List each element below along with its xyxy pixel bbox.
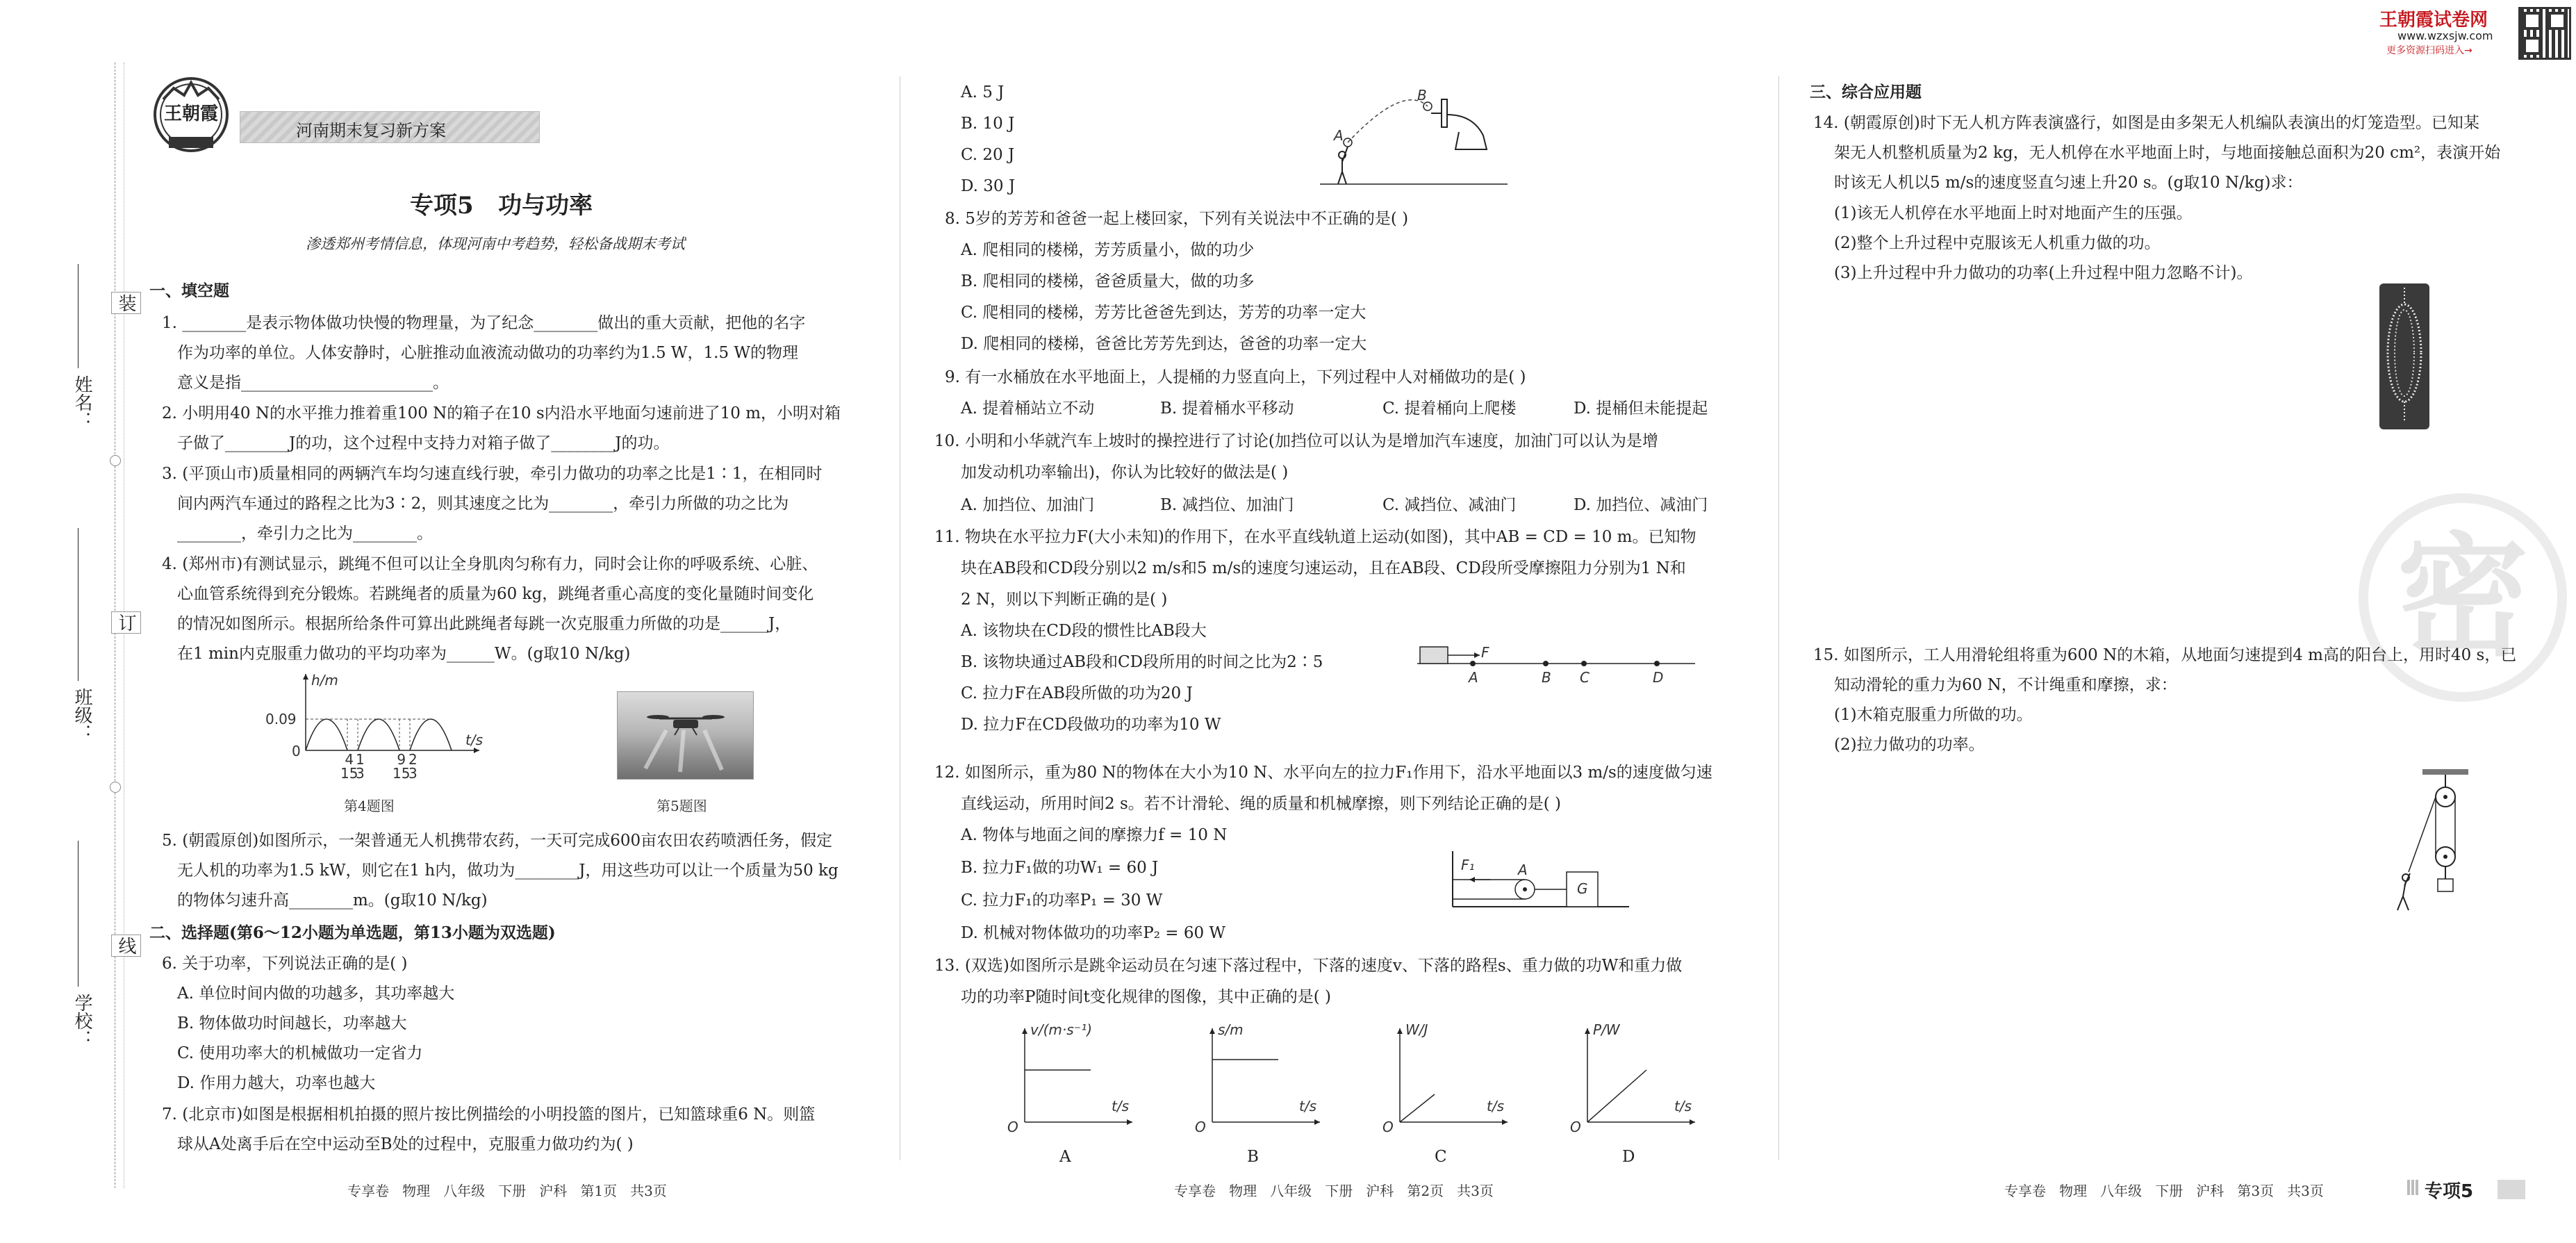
seal-watermark — [2359, 493, 2567, 702]
fig4-graph — [264, 670, 493, 792]
q11-option: D. 拉力F在CD段做功的功率为10 W — [961, 716, 1221, 734]
q4-line: 在1 min内克服重力做功的平均功率为______W。(g取10 N/kg) — [177, 645, 631, 663]
fig4-ytick: 0.09 — [265, 711, 297, 727]
q14-line: 架无人机整机质量为2 kg，无人机停在水平地面上时，与地面接触总面积为20 cm²，表演开始 — [1834, 144, 2501, 162]
q13c-label: C — [1435, 1148, 1447, 1166]
fig4-origin: 0 — [292, 743, 301, 759]
q14-line: 14. (朝霞原创)时下无人机方阵表演盛行，如图是由多架无人机编队表演出的灯笼造型。已知某 — [1813, 114, 2479, 132]
q7-option: B. 10 J — [961, 115, 1015, 133]
fig4-xtick: 4 15 — [340, 751, 358, 782]
q13d-xlabel: t/s — [1674, 1098, 1692, 1114]
q7-line: 7. (北京市)如图是根据相机拍摄的照片按比例描绘的小明投篮的图片，已知篮球重6 N。则篮 — [162, 1105, 816, 1123]
name-label: 姓名： — [72, 375, 92, 429]
q11-option: C. 拉力F在AB段所做的功为20 J — [961, 684, 1193, 702]
q13b-label: B — [1247, 1148, 1259, 1166]
name-underline — [78, 264, 79, 368]
brand-slogan: 更多资源扫码进入→ — [2386, 45, 2472, 56]
q11-label-b: B — [1542, 669, 1551, 686]
q3-line: 3. (平顶山市)质量相同的两辆汽车均匀速直线行驶，牵引力做功的功率之比是1∶1，在相同时 — [162, 465, 823, 483]
q10-option: C. 减挡位、减油门 — [1382, 496, 1517, 514]
binding-hole — [110, 782, 121, 793]
q15-line: (1)木箱克服重力所做的功。 — [1834, 706, 2033, 724]
q14-line: (2)整个上升过程中克服该无人机重力做的功。 — [1834, 234, 2161, 252]
q13d-ylabel: P/W — [1593, 1021, 1620, 1038]
q1-line: 1. ________是表示物体做功快慢的物理量，为了纪念________做出的重大贡献，把他的名字 — [162, 314, 806, 332]
q13b-xlabel: t/s — [1299, 1098, 1316, 1114]
q2-line: 子做了________J的功，这个过程中支持力对箱子做了________J的功。 — [177, 434, 670, 452]
q13-graph-d — [1567, 1021, 1706, 1174]
q13d-origin: O — [1570, 1119, 1581, 1135]
q10-line: 10. 小明和小华就汽车上坡时的操控进行了讨论(加挡位可以认为是增加汽车速度，加油门可以认为是增 — [934, 432, 1658, 450]
q14-line: 时该无人机以5 m/s的速度竖直匀速上升20 s。(g取10 N/kg)求： — [1834, 174, 2303, 192]
q9-option: A. 提着桶站立不动 — [961, 400, 1095, 418]
q15-pulley-figure — [2393, 768, 2484, 917]
fig4-xtick: 1 3 — [356, 751, 365, 782]
page-title: 专项5 功与功率 — [410, 192, 593, 220]
footer-page1: 专享卷 物理 八年级 下册 沪科 第1页 共3页 — [347, 1183, 667, 1199]
banner-text: 河南期末复习新方案 — [296, 121, 446, 140]
q5-line: 的物体匀速升高________m。(g取10 N/kg) — [177, 891, 488, 909]
q12-line: 12. 如图所示，重为80 N的物体在大小为10 N、水平向左的拉力F₁作用下，沿水平地面以3 m/s的速度做匀速 — [934, 764, 1712, 782]
q7-label-b: B — [1417, 87, 1427, 104]
player-icon — [1338, 147, 1348, 184]
q12-option: C. 拉力F₁的功率P₁ = 30 W — [961, 891, 1163, 909]
section3-heading: 三、综合应用题 — [1810, 83, 1922, 101]
q7-option: C. 20 J — [961, 146, 1015, 164]
q13a-ylabel: v/(m·s⁻¹) — [1030, 1021, 1093, 1038]
column-divider — [1778, 76, 1779, 1160]
binding-hole — [110, 455, 121, 466]
q7-figure — [1299, 87, 1521, 191]
class-underline — [78, 528, 79, 681]
q13-graph-a — [1004, 1021, 1143, 1174]
section-tag-icon — [2407, 1180, 2420, 1195]
q14-line: (3)上升过程中升力做功的功率(上升过程中阻力忽略不计)。 — [1834, 264, 2253, 282]
brand-name: 王朝霞试卷网 — [2379, 10, 2488, 31]
fig5-photo — [617, 691, 754, 780]
worker-icon — [2397, 873, 2410, 910]
q13-graph-b — [1191, 1021, 1330, 1174]
q13b-ylabel: s/m — [1218, 1021, 1244, 1038]
q3-line: 间内两汽车通过的路程之比为3∶2，则其速度之比为________，牵引力所做的功之比为 — [177, 495, 789, 513]
q5-line: 无人机的功率为1.5 kW，则它在1 h内，做功为________J，用这些功可以让一个质量为50 kg — [177, 862, 839, 880]
q12-option: D. 机械对物体做功的功率P₂ = 60 W — [961, 924, 1226, 942]
q14-line: (1)该无人机停在水平地面上时对地面产生的压强。 — [1834, 204, 2193, 222]
q10-option: A. 加挡位、加油门 — [961, 496, 1095, 514]
q12-option: B. 拉力F₁做的功W₁ = 60 J — [961, 859, 1159, 877]
q11-label-a: A — [1469, 669, 1478, 686]
q9-option: D. 提桶但未能提起 — [1574, 400, 1708, 418]
lantern-photo — [2379, 283, 2429, 429]
q8-option: C. 爬相同的楼梯，芳芳比爸爸先到达，芳芳的功率一定大 — [961, 304, 1367, 322]
section-tag-bar — [2497, 1180, 2525, 1199]
q13a-label: A — [1059, 1148, 1071, 1166]
q13-line: 13. (双选)如图所示是跳伞运动员在匀速下落过程中，下落的速度v、下落的路程s、重力做的功W和重力做 — [934, 957, 1683, 975]
q8-option: D. 爬相同的楼梯，爸爸比芳芳先到达，爸爸的功率一定大 — [961, 335, 1367, 353]
header-banner — [240, 111, 540, 143]
q9-stem: 9. 有一水桶放在水平地面上，人提桶的力竖直向上，下列过程中人对桶做功的是( ) — [945, 368, 1526, 386]
q12-line: 直线运动，所用时间2 s。若不计滑轮、绳的质量和机械摩擦，则下列结论正确的是( ) — [961, 795, 1562, 813]
q6-option: B. 物体做功时间越长，功率越大 — [177, 1014, 407, 1032]
q6-option: C. 使用功率大的机械做功一定省力 — [177, 1044, 423, 1062]
q9-option: C. 提着桶向上爬楼 — [1382, 400, 1517, 418]
q11-line: 2 N，则以下判断正确的是( ) — [961, 591, 1168, 609]
q15-line: 知动滑轮的重力为60 N，不计绳重和摩擦，求： — [1834, 676, 2177, 694]
fig5-caption: 第5题图 — [657, 798, 707, 814]
q7-line: 球从A处离手后在空中运动至B处的过程中，克服重力做功约为( ) — [177, 1135, 634, 1153]
footer-page2: 专享卷 物理 八年级 下册 沪科 第2页 共3页 — [1174, 1183, 1494, 1199]
fig4-xlabel: t/s — [465, 732, 483, 748]
q11-figure — [1410, 636, 1702, 691]
q11-option: A. 该物块在CD段的惯性比AB段大 — [961, 622, 1207, 640]
q7-label-a: A — [1334, 127, 1344, 144]
q13a-origin: O — [1007, 1119, 1018, 1135]
q13c-xlabel: t/s — [1487, 1098, 1504, 1114]
q7-option: A. 5 J — [961, 83, 1005, 101]
q7-option: D. 30 J — [961, 177, 1016, 195]
q15-line: (2)拉力做功的功率。 — [1834, 736, 1985, 754]
school-underline — [78, 841, 79, 987]
binding-mark: 装 — [111, 292, 141, 314]
q11-option: B. 该物块通过AB段和CD段所用的时间之比为2∶5 — [961, 653, 1323, 671]
school-label: 学校： — [72, 994, 92, 1048]
hoop-icon — [1431, 99, 1487, 149]
q5-line: 5. (朝霞原创)如图所示，一架普通无人机携带农药，一天可完成600亩农田农药喷洒任务，假定 — [162, 832, 833, 850]
logo-text: 王朝霞 — [163, 104, 218, 124]
q4-line: 4. (郑州市)有测试显示，跳绳不但可以让全身肌肉匀称有力，同时会让你的呼吸系统、心脏、 — [162, 555, 818, 573]
q10-line: 加发动机功率输出)，你认为比较好的做法是( ) — [961, 463, 1289, 481]
q11-label-f: F — [1481, 644, 1489, 661]
q12-label-f1: F₁ — [1461, 857, 1475, 873]
q8-option: A. 爬相同的楼梯，芳芳质量小，做的功少 — [961, 241, 1255, 259]
q11-line: 11. 物块在水平拉力F(大小未知)的作用下，在水平直线轨道上运动(如图)，其中AB = CD = 10 m。已知物 — [934, 528, 1696, 546]
class-label: 班级： — [72, 688, 92, 742]
brand-url: www.wzxsjw.com — [2397, 29, 2493, 42]
fig4-ylabel: h/m — [311, 672, 338, 689]
binding-mark: 订 — [111, 611, 141, 634]
qr-code-icon — [2518, 7, 2571, 60]
q13b-origin: O — [1195, 1119, 1206, 1135]
q13c-ylabel: W/J — [1405, 1021, 1428, 1038]
fig4-xtick: 2 3 — [408, 751, 418, 782]
q13d-label: D — [1622, 1148, 1635, 1166]
q12-label-a: A — [1518, 862, 1528, 878]
q10-option: D. 加挡位、减油门 — [1574, 496, 1708, 514]
section1-heading: 一、填空题 — [149, 281, 229, 300]
q8-option: B. 爬相同的楼梯，爸爸质量大，做的功多 — [961, 272, 1255, 290]
q8-stem: 8. 5岁的芳芳和爸爸一起上楼回家，下列有关说法中不正确的是( ) — [945, 210, 1409, 228]
q4-line: 心血管系统得到充分锻炼。若跳绳者的质量为60 kg，跳绳者重心高度的变化量随时间变化 — [177, 585, 814, 603]
q13-graph-c — [1379, 1021, 1518, 1174]
drone-icon — [647, 715, 725, 735]
q6-stem: 6. 关于功率，下列说法正确的是( ) — [162, 955, 408, 973]
q13-line: 功的功率P随时间t变化规律的图像，其中正确的是( ) — [961, 988, 1331, 1006]
q12-figure — [1448, 844, 1636, 914]
q6-option: D. 作用力越大，功率也越大 — [177, 1074, 376, 1092]
q3-line: ________，牵引力之比为________。 — [177, 525, 433, 543]
fig4-caption: 第4题图 — [344, 798, 395, 814]
q12-option: A. 物体与地面之间的摩擦力f = 10 N — [961, 826, 1228, 844]
page-subtitle: 渗透郑州考情信息，体现河南中考趋势，轻松备战期末考试 — [306, 236, 685, 252]
binding-mark: 线 — [111, 935, 141, 957]
q11-label-d: D — [1653, 669, 1664, 686]
footer-page3: 专享卷 物理 八年级 下册 沪科 第3页 共3页 — [2004, 1183, 2324, 1199]
q12-label-g: G — [1577, 880, 1588, 897]
logo — [149, 73, 233, 156]
brand-block — [2379, 6, 2570, 61]
q4-line: 的情况如图所示。根据所给条件可算出此跳绳者每跳一次克服重力所做的功是______J， — [177, 615, 791, 633]
q6-option: A. 单位时间内做的功越多，其功率越大 — [177, 985, 455, 1003]
q15-line: 15. 如图所示，工人用滑轮组将重为600 N的木箱，从地面匀速提到4 m高的阳台上，用时40 s，已 — [1813, 646, 2517, 664]
q10-option: B. 减挡位、加油门 — [1160, 496, 1294, 514]
q11-label-c: C — [1580, 669, 1590, 686]
q1-line: 意义是指________________________。 — [177, 374, 449, 392]
q1-line: 作为功率的单位。人体安静时，心脏推动血液流动做功的功率约为1.5 W，1.5 W的物理 — [177, 344, 799, 362]
q13a-xlabel: t/s — [1112, 1098, 1129, 1114]
q11-line: 块在AB段和CD段分别以2 m/s和5 m/s的速度匀速运动，且在AB段、CD段所受摩擦阻力分别为1 N和 — [961, 559, 1686, 577]
section-tag: 专项5 — [2425, 1181, 2474, 1202]
q2-line: 2. 小明用40 N的水平推力推着重100 N的箱子在10 s内沿水平地面匀速前进了10 m，小明对箱 — [162, 404, 841, 422]
q13c-origin: O — [1382, 1119, 1394, 1135]
seal-char: 密 — [2396, 520, 2529, 674]
section2-heading: 二、选择题(第6～12小题为单选题，第13小题为双选题) — [149, 923, 556, 942]
q9-option: B. 提着桶水平移动 — [1160, 400, 1294, 418]
fig4-xtick: 9 15 — [393, 751, 411, 782]
